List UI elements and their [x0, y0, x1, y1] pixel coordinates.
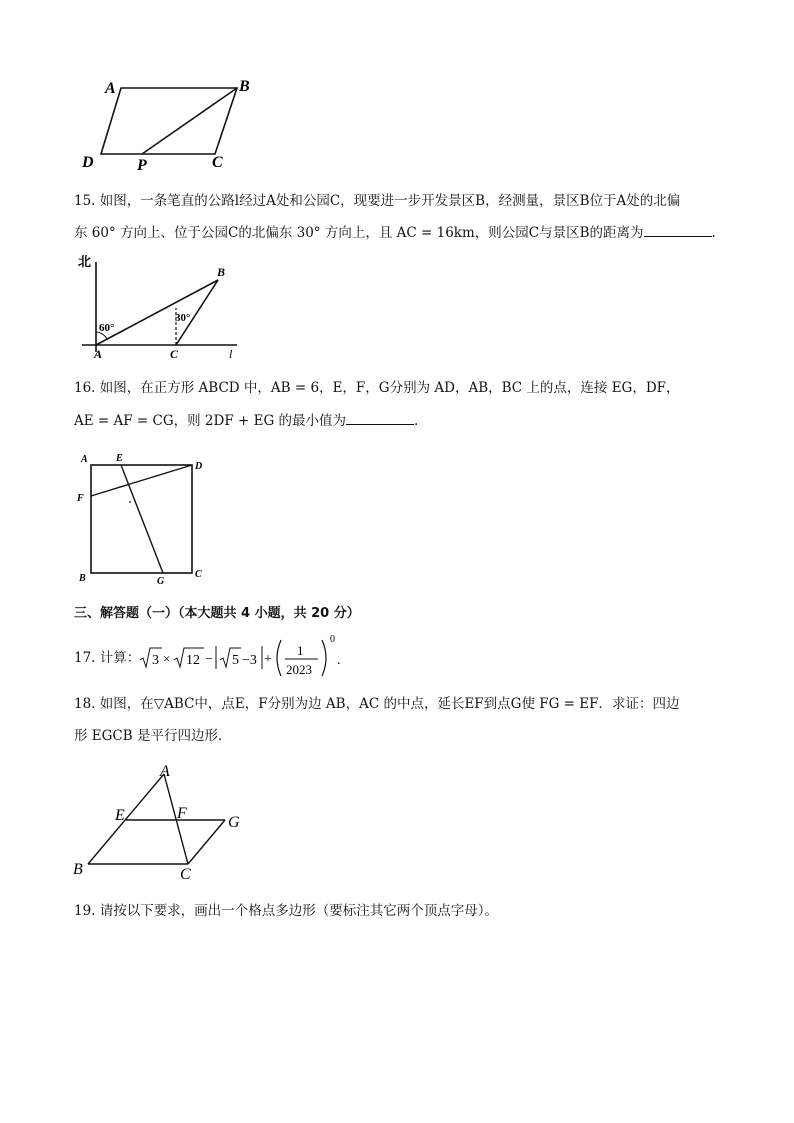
label-l: l	[229, 347, 233, 361]
q16-line2-text: AE = AF = CG，则 2DF + EG 的最小值为	[74, 413, 347, 429]
label-E: E	[116, 453, 123, 464]
parallelogram-figure	[75, 72, 265, 172]
sqrt5-radicand: 5	[232, 653, 239, 668]
label-D: D	[195, 461, 203, 472]
north-label: 北	[78, 254, 92, 269]
q15-line2	[74, 222, 716, 243]
q18-line2: 形 EGCB 是平行四边形．	[74, 728, 232, 744]
q15-line1: 15. 如图，一条笔直的公路l经过A处和公园C，现要进一步开发景区B，经测量，景区B位于A处的北偏	[74, 193, 681, 209]
label-G: G	[157, 576, 165, 587]
label-B: B	[79, 573, 86, 584]
q15-figure	[72, 252, 247, 362]
abs-inner-minus: −3	[242, 653, 257, 668]
sqrt3-radicand: 3	[152, 653, 159, 668]
q17-prefix: 17. 计算：	[74, 650, 141, 666]
q15-line2-end: .	[711, 225, 716, 241]
label-D: D	[82, 154, 94, 171]
plus-sign: +	[264, 652, 272, 667]
label-B: B	[217, 265, 226, 279]
angle-60-label: 60°	[99, 322, 115, 334]
fraction-denominator: 2023	[286, 662, 312, 677]
fraction-numerator: 1	[297, 643, 304, 658]
label-A: A	[105, 80, 116, 97]
times-sign: ×	[163, 651, 171, 666]
q18-line1: 18. 如图，在▽ABC中，点E，F分别为边 AB，AC 的中点，延长EF到点G使 FG = EF．求证：四边	[74, 696, 680, 712]
q16-answer-blank[interactable]	[346, 410, 414, 425]
q19-line1: 19. 请按以下要求，画出一个格点多边形（要标注其它两个顶点字母）。	[74, 903, 499, 919]
label-C: C	[195, 569, 202, 580]
label-B: B	[73, 861, 83, 878]
q17-expression	[138, 632, 358, 684]
label-C: C	[180, 866, 191, 883]
label-A: A	[94, 347, 103, 361]
label-E: E	[115, 807, 125, 824]
angle-30-label: 30°	[175, 312, 191, 324]
q16-square-figure	[74, 448, 214, 588]
q15-answer-blank[interactable]	[644, 222, 712, 237]
q15-line2-text: 东 60° 方向上、位于公园C的北偏东 30° 方向上，且 AC = 16km，则公园C与景区B的距离为	[74, 225, 644, 241]
label-A: A	[160, 763, 170, 780]
exponent: 0	[330, 634, 335, 645]
sqrt12-radicand: 12	[186, 653, 200, 668]
q16-line2	[74, 410, 418, 431]
label-B: B	[239, 78, 250, 95]
label-F: F	[77, 493, 84, 504]
q16-line2-end: .	[414, 413, 419, 429]
q18-figure	[70, 760, 260, 885]
label-C: C	[212, 154, 223, 171]
label-G: G	[228, 814, 240, 831]
label-F: F	[177, 805, 187, 822]
label-C: C	[170, 347, 179, 361]
label-A: A	[81, 454, 88, 465]
section-heading: 三、解答题（一）（本大题共 4 小题，共 20 分）	[74, 606, 360, 621]
minus-sign: −	[205, 652, 213, 667]
q16-line1: 16. 如图，在正方形 ABCD 中，AB = 6，E，F，G分别为 AD，AB，BC 上的点，连接 EG，DF，	[74, 380, 680, 396]
q17-end: .	[337, 653, 341, 668]
label-P: P	[137, 157, 147, 172]
